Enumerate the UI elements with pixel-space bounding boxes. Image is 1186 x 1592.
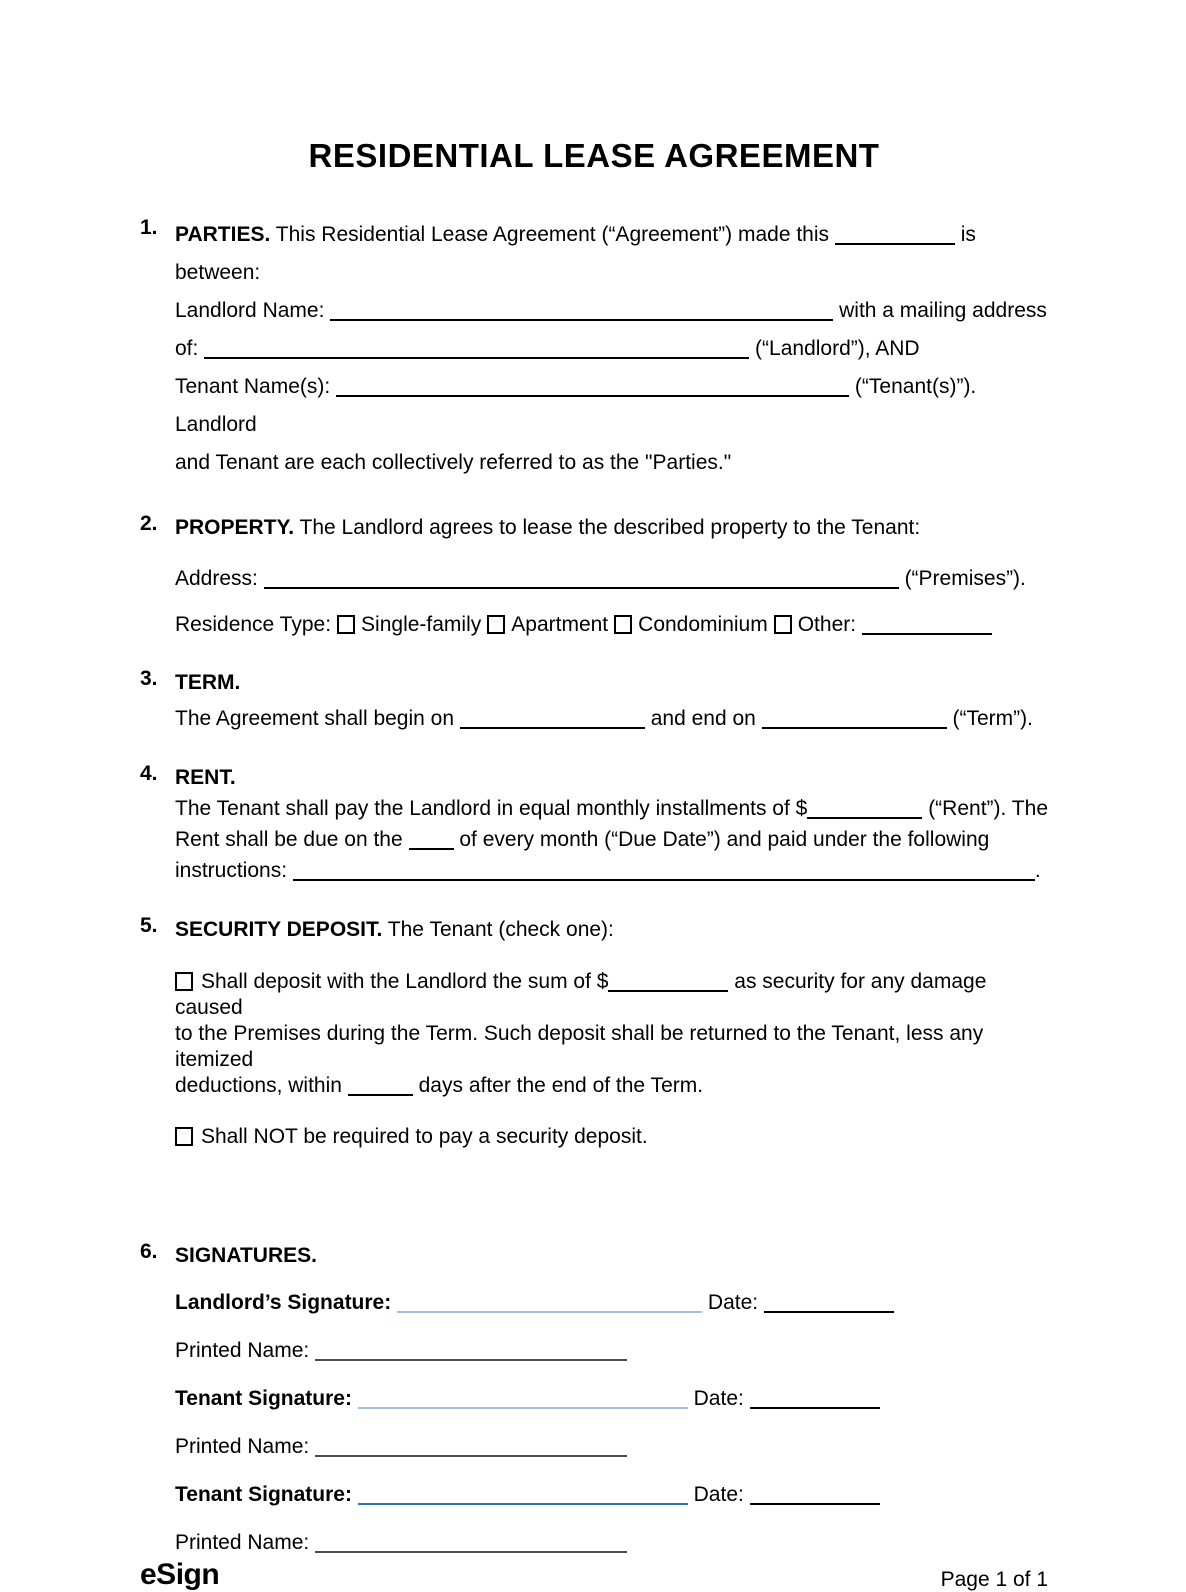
section-heading: TERM.	[175, 671, 241, 694]
premises-address-field[interactable]	[264, 568, 899, 589]
page-footer	[140, 1558, 1048, 1592]
section-heading: RENT.	[175, 766, 236, 789]
rent-amount-field[interactable]	[807, 798, 922, 819]
deposit-return-days-field[interactable]	[348, 1075, 413, 1096]
parties-text: is between:	[175, 223, 976, 284]
tenant1-printed-name-field[interactable]	[315, 1436, 627, 1457]
section-heading: SIGNATURES.	[175, 1244, 317, 1267]
tenant2-signature-label: Tenant Signature:	[175, 1483, 352, 1506]
landlord-signature-field[interactable]	[397, 1292, 702, 1313]
residence-option-label: Condominium	[638, 613, 768, 636]
esign-logo: eSign	[140, 1558, 220, 1591]
section-rent	[140, 762, 1048, 886]
term-text: and end on	[650, 707, 756, 730]
residence-option-label: Single-family	[361, 613, 482, 636]
term-start-date-field[interactable]	[460, 708, 645, 729]
printed-name-label: Printed Name:	[175, 1339, 310, 1362]
rent-due-day-field[interactable]	[409, 829, 454, 850]
tenant1-signature-field[interactable]	[358, 1388, 688, 1409]
section-heading: PARTIES.	[175, 223, 271, 246]
section-number: 4.	[140, 762, 158, 785]
landlord-printed-name-field[interactable]	[315, 1340, 627, 1361]
tenant2-signature-field[interactable]	[358, 1484, 688, 1505]
term-text: (“Term”).	[952, 707, 1033, 730]
date-label: Date:	[693, 1483, 744, 1506]
section-number: 2.	[140, 512, 158, 535]
landlord-name-label: Landlord Name:	[175, 299, 325, 322]
landlord-name-field[interactable]	[330, 300, 833, 321]
section-number: 1.	[140, 216, 158, 239]
no-deposit-option-text: Shall NOT be required to pay a security deposit.	[201, 1125, 648, 1148]
landlord-address-label: of:	[175, 337, 199, 360]
term-end-date-field[interactable]	[762, 708, 947, 729]
rent-text: (“Rent”). The	[928, 797, 1048, 820]
tenant-names-label: Tenant Name(s):	[175, 375, 331, 398]
rent-text: .	[1034, 859, 1041, 882]
residence-other-label: Other:	[797, 613, 857, 636]
deposit-option-text: days after the end of the Term.	[418, 1074, 704, 1097]
parties-text: with a mailing address	[839, 299, 1047, 322]
payment-instructions-field[interactable]	[293, 860, 1035, 881]
deposit-option-text: Shall deposit with the Landlord the sum of $	[201, 970, 609, 993]
landlord-address-field[interactable]	[204, 338, 749, 359]
deposit-option-text: deductions, within	[175, 1074, 342, 1097]
term-text: The Agreement shall begin on	[175, 707, 455, 730]
section-property	[140, 512, 1048, 640]
section-number: 3.	[140, 667, 158, 690]
tenant2-signature-date-field[interactable]	[750, 1484, 880, 1505]
deposit-option-text: to the Premises during the Term. Such deposit shall be returned to the Tenant, less any itemized	[175, 1022, 984, 1071]
section-heading: PROPERTY.	[175, 516, 295, 539]
instructions-label: instructions:	[175, 859, 288, 882]
section-number: 5.	[140, 914, 158, 937]
section-number: 6.	[140, 1240, 158, 1263]
rent-text: of every month (“Due Date”) and paid under the following	[459, 828, 990, 851]
date-label: Date:	[693, 1387, 744, 1410]
agreement-date-field[interactable]	[835, 224, 955, 245]
tenant-names-field[interactable]	[336, 376, 849, 397]
tenant1-signature-label: Tenant Signature:	[175, 1387, 352, 1410]
parties-text: and Tenant are each collectively referred to as the "Parties."	[175, 451, 732, 474]
printed-name-label: Printed Name:	[175, 1435, 310, 1458]
section-heading: SECURITY DEPOSIT.	[175, 918, 383, 941]
residence-condominium-checkbox[interactable]	[614, 615, 632, 634]
parties-text: This Residential Lease Agreement (“Agreement”) made this	[275, 223, 830, 246]
deposit-amount-field[interactable]	[608, 971, 728, 992]
date-label: Date:	[707, 1291, 759, 1314]
address-label: Address:	[175, 567, 258, 590]
printed-name-label: Printed Name:	[175, 1531, 310, 1554]
deposit-required-checkbox[interactable]	[175, 972, 193, 991]
section-parties	[140, 216, 1048, 482]
parties-text: (“Landlord”), AND	[755, 337, 920, 360]
landlord-signature-date-field[interactable]	[764, 1292, 894, 1313]
property-intro: The Landlord agrees to lease the described property to the Tenant:	[299, 516, 921, 539]
rent-text: Rent shall be due on the	[175, 828, 403, 851]
residence-other-checkbox[interactable]	[774, 615, 792, 634]
property-text: (“Premises”).	[904, 567, 1026, 590]
residence-other-field[interactable]	[862, 614, 992, 635]
deposit-required-option	[175, 969, 1048, 1099]
security-deposit-intro: The Tenant (check one):	[387, 918, 614, 941]
parties-text: (“Tenant(s)”). Landlord	[175, 375, 977, 436]
residence-apartment-checkbox[interactable]	[487, 615, 505, 634]
tenant1-signature-date-field[interactable]	[750, 1388, 880, 1409]
residence-type-label: Residence Type:	[175, 613, 332, 636]
residence-single-family-checkbox[interactable]	[337, 615, 355, 634]
section-signatures	[140, 1240, 1048, 1558]
tenant2-printed-name-field[interactable]	[315, 1532, 627, 1553]
section-term	[140, 667, 1048, 734]
rent-text: The Tenant shall pay the Landlord in equal monthly installments of $	[175, 797, 808, 820]
no-deposit-option	[175, 1121, 1048, 1152]
no-deposit-checkbox[interactable]	[175, 1127, 193, 1146]
residence-option-label: Apartment	[511, 613, 609, 636]
section-security-deposit	[140, 914, 1048, 1152]
landlord-signature-label: Landlord’s Signature:	[175, 1291, 392, 1314]
page-title: RESIDENTIAL LEASE AGREEMENT	[308, 137, 880, 174]
page-number: Page 1 of 1	[940, 1568, 1048, 1591]
deposit-option-text: as security for any damage caused	[175, 970, 987, 1019]
